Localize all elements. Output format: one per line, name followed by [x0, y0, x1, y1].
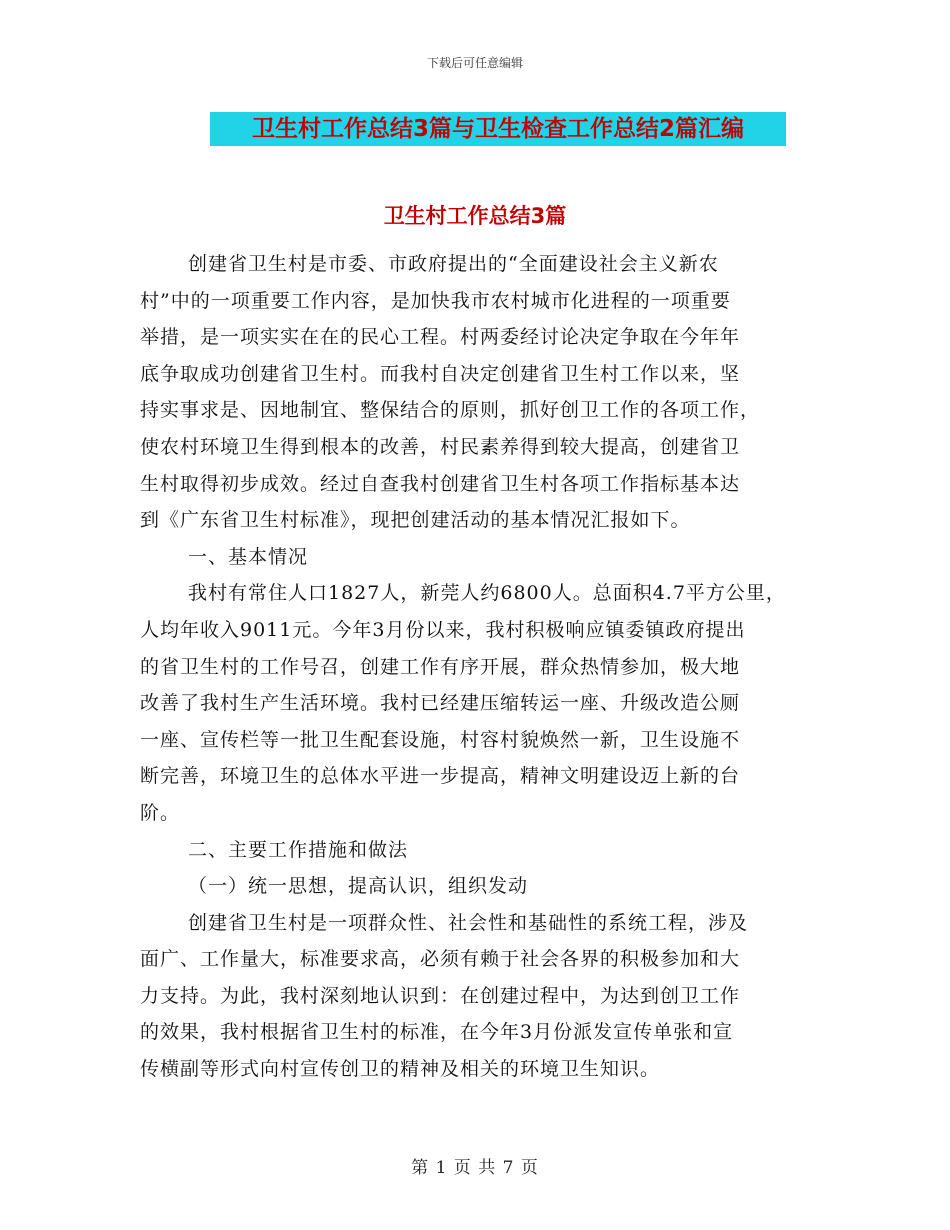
body-line: 一座、宣传栏等一批卫生配套设施，村容村貌焕然一新，卫生设施不 [140, 728, 741, 751]
body-line: 生村取得初步成效。经过自查我村创建省卫生村各项工作指标基本达 [140, 472, 741, 495]
header-note: 下载后可任意编辑 [426, 56, 523, 70]
body-line: 传横副等形式向村宣传创卫的精神及相关的环境卫生知识。 [140, 1058, 661, 1081]
body-line: 断完善，环境卫生的总体水平进一步提高，精神文明建设迈上新的台 [140, 765, 741, 788]
body-line: 持实事求是、因地制宜、整保结合的原则，抓好创卫工作的各项工作， [140, 399, 761, 422]
body-line: 的省卫生村的工作号召，创建工作有序开展，群众热情参加，极大地 [140, 655, 741, 678]
body-line: 的效果，我村根据省卫生村的标准，在今年3月份派发宣传单张和宣 [140, 1021, 734, 1044]
body-line: 使农村环境卫生得到根本的改善，村民素养得到较大提高，创建省卫 [140, 435, 741, 458]
page-number: 第 1 页 共 7 页 [411, 1158, 539, 1178]
body-line: 力支持。为此，我村深刻地认识到：在创建过程中，为达到创卫工作 [140, 984, 741, 1007]
body-line: 村”中的一项重要工作内容，是加快我市农村城市化进程的一项重要 [140, 289, 731, 312]
body-line: 面广、工作量大，标准要求高，必须有赖于社会各界的积极参加和大 [140, 948, 741, 971]
body-line: 改善了我村生产生活环境。我村已经建压缩转运一座、升级改造公厕 [140, 692, 741, 715]
body-line: 创建省卫生村是一项群众性、社会性和基础性的系统工程，涉及 [188, 911, 749, 934]
body-line: 底争取成功创建省卫生村。而我村自决定创建省卫生村工作以来，坚 [140, 362, 741, 385]
document-title: 卫生村工作总结3篇与卫生检查工作总结2篇汇编 [210, 112, 786, 146]
body-line: 人均年收入9011元。今年3月份以来，我村积极响应镇委镇政府提出 [140, 618, 746, 641]
section-heading: 二、主要工作措施和做法 [188, 838, 409, 861]
body-line: 举措，是一项实实在在的民心工程。村两委经讨论决定争取在今年年 [140, 326, 741, 349]
body-line: 阶。 [140, 801, 181, 824]
document-body [140, 246, 820, 1088]
body-line: 创建省卫生村是市委、市政府提出的“全面建设社会主义新农 [188, 253, 719, 275]
body-line: 到《广东省卫生村标准》，现把创建活动的基本情况汇报如下。 [140, 509, 691, 532]
subsection-heading: （一）统一思想，提高认识，组织发动 [188, 875, 529, 898]
section-title: 卫生村工作总结3篇 [383, 204, 567, 228]
body-line: 我村有常住人口1827人，新莞人约6800人。总面积4.7平方公里， [188, 582, 786, 605]
section-heading: 一、基本情况 [188, 545, 309, 568]
